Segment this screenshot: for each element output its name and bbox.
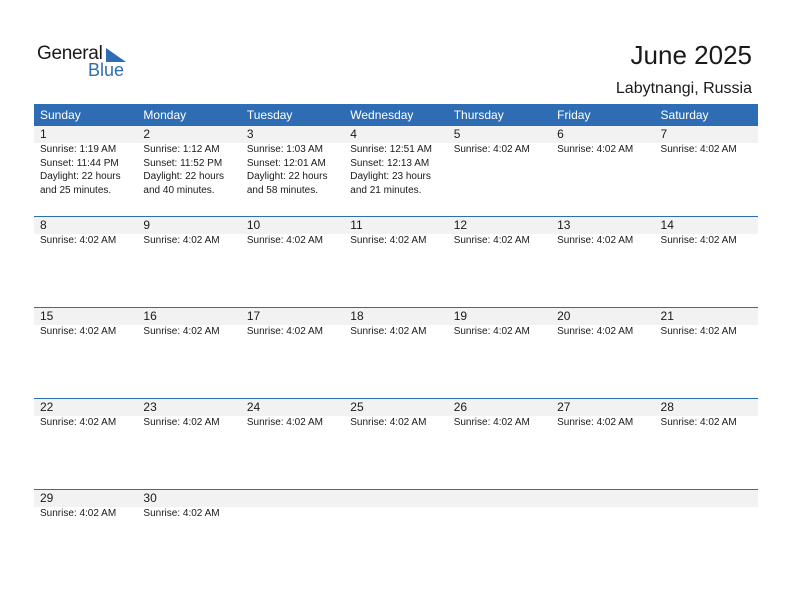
- day-sun-info: Sunrise: 4:02 AM: [143, 417, 220, 428]
- day-sun-info: Sunrise: 1:12 AM: [143, 144, 220, 155]
- day-sun-info: Sunrise: 4:02 AM: [660, 326, 737, 337]
- week-cells: [34, 490, 758, 580]
- weekday-header: Tuesday: [246, 108, 293, 122]
- day-number: 8: [40, 218, 47, 232]
- day-sun-info: Sunrise: 4:02 AM: [453, 417, 530, 428]
- day-cell: [655, 308, 758, 398]
- day-cell: [448, 308, 551, 398]
- day-cell: [241, 126, 344, 216]
- day-number: [350, 490, 447, 507]
- day-cell: [448, 399, 551, 489]
- day-sun-info: Sunrise: 4:02 AM: [453, 144, 530, 155]
- day-cell: [137, 126, 240, 216]
- day-number: 2: [143, 127, 151, 141]
- day-sun-info: Sunrise: 4:02 AM: [453, 326, 530, 337]
- day-cell: [137, 217, 240, 307]
- weekday-header: Sunday: [40, 108, 81, 122]
- day-cell: [34, 490, 137, 580]
- day-sun-info: Sunrise: 4:02 AM: [557, 417, 634, 428]
- calendar-weeks: [34, 126, 758, 580]
- day-number: 15: [40, 309, 54, 323]
- day-cell: [344, 308, 447, 398]
- day-number: 27: [557, 400, 571, 414]
- logo: [37, 44, 137, 80]
- day-sun-info: Sunrise: 4:02 AM: [350, 417, 427, 428]
- day-number: [661, 490, 758, 507]
- day-number: 29: [40, 491, 54, 505]
- day-sun-info: Sunrise: 4:02 AM: [660, 144, 737, 155]
- day-sun-info: Daylight: 22 hours: [246, 171, 328, 182]
- day-number: 12: [453, 218, 468, 232]
- day-cell: [448, 217, 551, 307]
- day-sun-info: Sunrise: 4:02 AM: [40, 417, 117, 428]
- day-cell: [137, 308, 240, 398]
- calendar-week-row: [34, 489, 758, 580]
- day-cell: [551, 490, 654, 580]
- day-number: 26: [453, 400, 468, 414]
- day-cell: [34, 308, 137, 398]
- day-number: 10: [246, 218, 261, 232]
- day-sun-info: Sunrise: 1:03 AM: [246, 144, 323, 155]
- day-number: 23: [143, 400, 157, 414]
- day-sun-info: Sunrise: 4:02 AM: [40, 235, 117, 246]
- day-sun-info: Sunrise: 4:02 AM: [557, 235, 634, 246]
- day-number: 9: [143, 218, 151, 232]
- week-cells: [34, 399, 758, 489]
- day-sun-info: Sunrise: 4:02 AM: [660, 235, 737, 246]
- day-sun-info: and 21 minutes.: [350, 184, 422, 196]
- day-sun-info: and 25 minutes.: [40, 184, 112, 196]
- day-cell: [448, 126, 551, 216]
- logo-word-blue: Blue: [88, 60, 125, 80]
- weekday-header: Wednesday: [350, 108, 414, 122]
- day-number: 19: [453, 309, 468, 323]
- location-subtitle: Labytnangi, Russia: [615, 80, 752, 97]
- day-number: 16: [143, 309, 157, 323]
- day-cell: [137, 399, 240, 489]
- day-number: 5: [453, 127, 461, 141]
- day-number: 22: [40, 400, 54, 414]
- day-sun-info: Sunrise: 4:02 AM: [246, 235, 323, 246]
- day-number: 4: [350, 127, 357, 141]
- day-sun-info: Sunrise: 4:02 AM: [143, 235, 220, 246]
- day-sun-info: Sunrise: 4:02 AM: [350, 326, 427, 337]
- day-cell: [241, 490, 344, 580]
- day-cell: [34, 126, 137, 216]
- day-sun-info: Sunrise: 4:02 AM: [453, 235, 530, 246]
- day-sun-info: Daylight: 22 hours: [40, 171, 121, 182]
- day-number: 11: [350, 218, 363, 232]
- day-sun-info: Sunset: 11:52 PM: [143, 157, 223, 169]
- day-sun-info: Sunrise: 1:19 AM: [40, 144, 117, 155]
- day-sun-info: Sunrise: 4:02 AM: [246, 326, 323, 337]
- day-number: 1: [40, 127, 47, 141]
- day-sun-info: Sunset: 12:13 AM: [350, 157, 430, 169]
- day-number: 20: [557, 309, 571, 323]
- day-cell: [655, 490, 758, 580]
- day-cell: [34, 399, 137, 489]
- week-cells: [34, 308, 758, 398]
- weekday-header: Thursday: [453, 108, 504, 122]
- day-sun-info: Daylight: 23 hours: [350, 171, 431, 182]
- day-number: 21: [660, 309, 674, 323]
- week-cells: [34, 126, 758, 216]
- day-sun-info: and 40 minutes.: [143, 184, 215, 196]
- weekday-header: Monday: [143, 108, 187, 122]
- day-sun-info: Sunrise: 4:02 AM: [143, 326, 220, 337]
- day-number: [247, 490, 344, 507]
- day-cell: [241, 217, 344, 307]
- calendar-week-row: [34, 307, 758, 398]
- day-number: 30: [143, 491, 157, 505]
- day-sun-info: Sunrise: 4:02 AM: [40, 508, 117, 519]
- day-cell: [344, 490, 447, 580]
- day-sun-info: Sunrise: 4:02 AM: [246, 417, 323, 428]
- day-cell: [241, 399, 344, 489]
- day-number: 25: [350, 400, 364, 414]
- day-sun-info: Daylight: 22 hours: [143, 171, 225, 182]
- day-sun-info: Sunrise: 4:02 AM: [350, 235, 427, 246]
- day-sun-info: Sunrise: 12:51 AM: [350, 144, 432, 155]
- day-sun-info: Sunrise: 4:02 AM: [143, 508, 220, 519]
- weekday-header: Friday: [557, 108, 591, 122]
- day-number: [557, 490, 654, 507]
- day-cell: [551, 217, 654, 307]
- calendar-week-row: [34, 398, 758, 489]
- calendar-week-row: [34, 126, 758, 216]
- weekday-header-row: [34, 104, 758, 126]
- day-cell: [344, 126, 447, 216]
- day-number: 17: [246, 309, 261, 323]
- day-cell: [448, 490, 551, 580]
- day-cell: [551, 399, 654, 489]
- day-number: 28: [660, 400, 674, 414]
- day-number: 14: [660, 218, 674, 232]
- weekday-header: Saturday: [660, 108, 709, 122]
- day-cell: [655, 399, 758, 489]
- day-cell: [344, 399, 447, 489]
- day-number: 7: [660, 127, 668, 141]
- day-number: 24: [246, 400, 261, 414]
- day-number: 3: [246, 127, 254, 141]
- day-number: 6: [557, 127, 564, 141]
- day-cell: [34, 217, 137, 307]
- day-cell: [551, 126, 654, 216]
- day-cell: [551, 308, 654, 398]
- calendar-week-row: [34, 216, 758, 307]
- logo-word-general: General: [37, 43, 103, 64]
- day-cell: [655, 217, 758, 307]
- day-number: [454, 490, 551, 507]
- page-title: June 2025: [630, 40, 752, 70]
- day-cell: [344, 217, 447, 307]
- day-sun-info: Sunrise: 4:02 AM: [660, 417, 737, 428]
- day-sun-info: Sunset: 12:01 AM: [246, 157, 326, 169]
- day-cell: [137, 490, 240, 580]
- day-cell: [241, 308, 344, 398]
- day-cell: [655, 126, 758, 216]
- day-sun-info: Sunrise: 4:02 AM: [557, 326, 634, 337]
- day-sun-info: Sunset: 11:44 PM: [40, 157, 119, 169]
- calendar-grid: [34, 104, 758, 580]
- day-number: 18: [350, 309, 364, 323]
- week-cells: [34, 217, 758, 307]
- day-sun-info: and 58 minutes.: [246, 184, 319, 196]
- day-sun-info: Sunrise: 4:02 AM: [40, 326, 117, 337]
- day-sun-info: Sunrise: 4:02 AM: [557, 144, 634, 155]
- day-number: 13: [557, 218, 571, 232]
